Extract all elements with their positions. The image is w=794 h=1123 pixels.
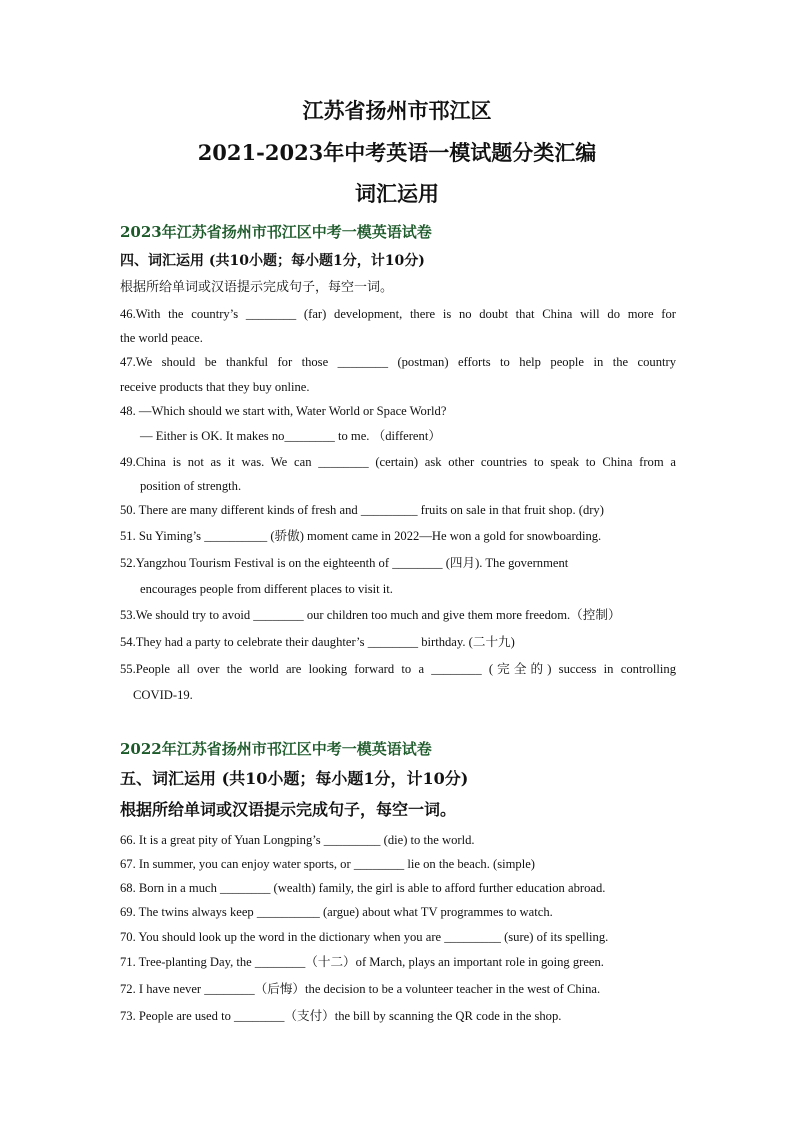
question-47-cont: receive products that they buy online. <box>120 380 310 394</box>
question-72: 72. I have never ________（后悔）the decision to be a volunteer teacher in the west of China. <box>120 982 601 996</box>
question-46-cont: the world peace. <box>120 331 203 345</box>
doc-title-main: 2021-2023年中考英语一模试题分类汇编 <box>197 140 597 165</box>
question-49: 49.China is not as it was. We can ________ (certain) ask other countries to speak to China from a <box>120 455 676 469</box>
question-66: 66. It is a great pity of Yuan Longping’s _________ (die) to the world. <box>120 833 475 847</box>
question-70: 70. You should look up the word in the dictionary when you are _________ (sure) of its spelling. <box>120 930 609 944</box>
section-2023-heading: 2023年江苏省扬州市邗江区中考一模英语试卷 <box>120 223 432 241</box>
question-50: 50. There are many different kinds of fresh and _________ fruits on sale in that fruit shop. (dry) <box>120 503 604 517</box>
question-55: 55.People all over the world are looking forward to a ________ (完全的) success in controlling <box>120 662 676 676</box>
question-73: 73. People are used to ________（支付）the bill by scanning the QR code in the shop. <box>120 1009 562 1023</box>
doc-title-region: 江苏省扬州市邗江区 <box>302 98 492 123</box>
question-49-cont: position of strength. <box>140 479 242 493</box>
question-54: 54.They had a party to celebrate their daughter’s ________ birthday. (二十九) <box>120 635 515 649</box>
question-48: 48. —Which should we start with, Water World or Space World? <box>120 404 447 418</box>
question-47: 47.We should be thankful for those ________ (postman) efforts to help people in the country <box>120 355 676 369</box>
question-53: 53.We should try to avoid ________ our children too much and give them more freedom.（控制） <box>120 608 621 622</box>
section-2022-heading: 2022年江苏省扬州市邗江区中考一模英语试卷 <box>120 740 432 758</box>
question-48-answer: — Either is OK. It makes no________ to me. （different） <box>140 429 441 443</box>
section-2022-instruction: 根据所给单词或汉语提示完成句子，每空一词。 <box>120 800 457 819</box>
section-2023-instruction: 根据所给单词或汉语提示完成句子，每空一词。 <box>120 280 394 295</box>
section-2022-part: 五、词汇运用 (共10小题；每小题1分，计10分) <box>120 769 469 788</box>
question-46: 46.With the country’s ________ (far) development, there is no doubt that China will do more for <box>120 307 676 321</box>
question-51: 51. Su Yiming’s __________ (骄傲) moment came in 2022—He won a gold for snowboarding. <box>120 529 602 543</box>
section-2023-part: 四、词汇运用 (共10小题；每小题1分，计10分) <box>120 253 425 269</box>
question-67: 67. In summer, you can enjoy water sports, or ________ lie on the beach. (simple) <box>120 857 535 871</box>
question-52: 52.Yangzhou Tourism Festival is on the eighteenth of ________ (四月). The government <box>120 556 569 570</box>
question-71: 71. Tree-planting Day, the ________（十二）of March, plays an important role in going green. <box>120 955 604 969</box>
question-52-cont: encourages people from different places to visit it. <box>140 582 393 596</box>
doc-title-topic: 词汇运用 <box>355 181 439 206</box>
question-68: 68. Born in a much ________ (wealth) family, the girl is able to afford further education abroad. <box>120 881 606 895</box>
question-55-cont: COVID-19. <box>133 688 193 702</box>
question-69: 69. The twins always keep __________ (argue) about what TV programmes to watch. <box>120 905 553 919</box>
